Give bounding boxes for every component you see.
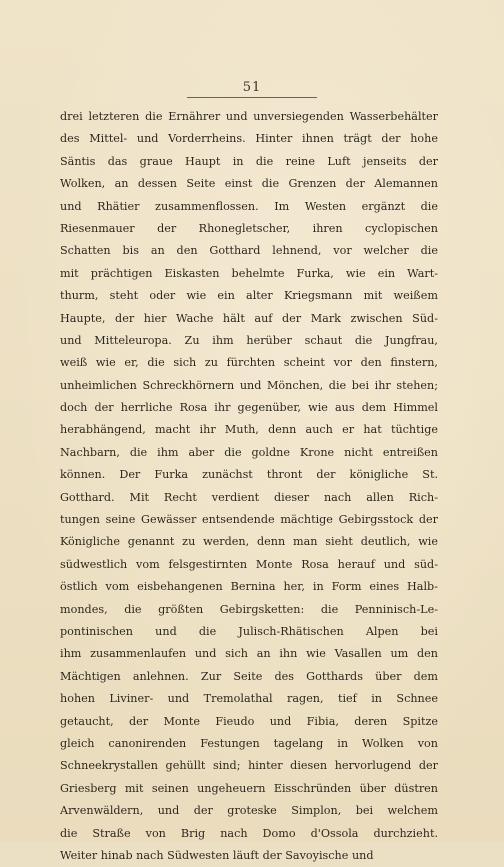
text-line: Gotthard. Mit Recht verdient dieser nach allen Rich-	[60, 490, 438, 504]
text-line: Mächtigen anlehnen. Zur Seite des Gotthards über dem	[60, 669, 438, 683]
text-line: gleich canonirenden Festungen tagelang in Wolken von	[60, 736, 438, 750]
text-line: unheimlichen Schreckhörnern und Mönchen, die bei ihr stehen;	[60, 378, 438, 392]
text-line: ihm zusammenlaufen und sich an ihn wie Vasallen um den	[60, 647, 438, 661]
text-line: Wolken, an dessen Seite einst die Grenzen der Alemannen	[60, 177, 438, 191]
text-line: Riesenmauer der Rhonegletscher, ihren cyclopischen	[60, 221, 438, 235]
text-line: die Straße von Brig nach Domo d'Ossola durchzieht.	[60, 826, 438, 840]
text-line: und Mitteleuropa. Zu ihm herüber schaut die Jungfrau,	[60, 333, 438, 347]
text-line: des Mittel- und Vorderrheins. Hinter ihnen trägt der hohe	[60, 132, 438, 146]
text-line: mondes, die größten Gebirgsketten: die Penninisch-Le-	[60, 602, 438, 616]
text-line: Schneekrystallen gehüllt sind; hinter diesen hervorlugend der	[60, 759, 438, 773]
text-line: thurm, steht oder wie ein alter Kriegsmann mit weißem	[60, 289, 438, 303]
text-line: können. Der Furka zunächst thront der königliche St.	[60, 468, 438, 482]
text-line: Königliche genannt zu werden, denn man sieht deutlich, wie	[60, 535, 438, 549]
text-line: und Rhätier zusammenflossen. Im Westen ergänzt die	[60, 199, 438, 213]
text-line: südwestlich vom felsgestirnten Monte Rosa herauf und süd-	[60, 557, 438, 571]
text-line: doch der herrliche Rosa ihr gegenüber, wie aus dem Himmel	[60, 401, 438, 415]
body-text	[60, 106, 438, 867]
text-line: Nachbarn, die ihm aber die goldne Krone nicht entreißen	[60, 445, 438, 459]
text-line: Arvenwäldern, und der groteske Simplon, bei welchem	[60, 804, 438, 818]
text-line: Schatten bis an den Gotthard lehnend, vor welcher die	[60, 244, 438, 258]
text-line: herabhängend, macht ihr Muth, denn auch er hat tüchtige	[60, 423, 438, 437]
text-line: Säntis das graue Haupt in die reine Luft jenseits der	[60, 154, 438, 168]
text-line: getaucht, der Monte Fieudo und Fibia, deren Spitze	[60, 714, 438, 728]
header-rule	[187, 97, 317, 98]
text-line: mit prächtigen Eiskasten behelmte Furka, wie ein Wart-	[60, 266, 438, 280]
page-number: 51	[242, 80, 262, 95]
text-line: Haupte, der hier Wache hält auf der Mark zwischen Süd-	[60, 311, 438, 325]
text-line: tungen seine Gewässer entsendende mächtige Gebirgsstock der	[60, 513, 438, 527]
text-line: östlich vom eisbehangenen Bernina her, in Form eines Halb-	[60, 580, 438, 594]
text-line: pontinischen und die Julisch-Rhätischen Alpen bei	[60, 624, 438, 638]
text-line: drei letzteren die Ernährer und unversiegenden Wasserbehälter	[60, 110, 438, 123]
text-line: Griesberg mit seinen ungeheuern Eisschründen über düstren	[60, 781, 438, 795]
text-line: hohen Liviner- und Tremolathal ragen, tief in Schnee	[60, 692, 438, 706]
text-line: weiß wie er, die sich zu fürchten scheint vor den finstern,	[60, 356, 438, 370]
text-line: Weiter hinab nach Südwesten läuft der Savoyische und	[60, 848, 374, 862]
